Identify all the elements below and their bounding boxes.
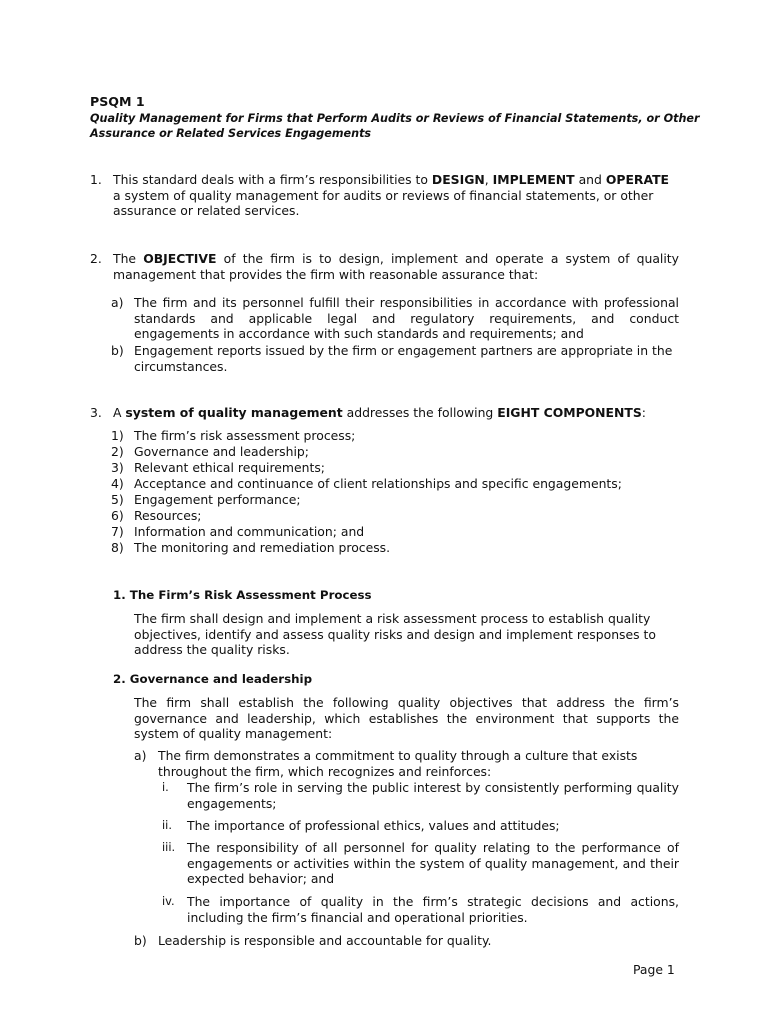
component-item: The firm’s risk assessment process; (134, 428, 356, 443)
paragraph-1 (113, 172, 679, 219)
paragraph-3-text-b: addresses the following (342, 405, 498, 420)
page-number: Page 1 (633, 962, 675, 977)
paragraph-3-number: 3. (90, 405, 102, 420)
paragraph-2-text-a: The (113, 251, 144, 266)
paragraph-2-number: 2. (90, 251, 102, 266)
paragraph-1-text-a: This standard deals with a firm’s responsibilities to (113, 172, 432, 187)
component-label: 1) (111, 428, 124, 443)
list-item: The firm and its personnel fulfill their responsibilities in accordance with professional standards and applicable legal and regulatory requirements, and conduct engagements in accordance with such standards and requirements; and (134, 295, 679, 342)
list-item: The firm demonstrates a commitment to quality through a culture that exists throughout the firm, which recognizes and reinforces: (158, 748, 638, 779)
component-label: 3) (111, 460, 124, 475)
roman-label: iii. (162, 840, 176, 854)
keyword-system-of-quality-management: system of quality management (125, 405, 343, 420)
paragraph-3-text-a: A (113, 405, 126, 420)
keyword-eight-components: EIGHT COMPONENTS (497, 405, 642, 420)
roman-item: The responsibility of all personnel for quality relating to the performance of engagements or activities within the system of quality management, and their expected behavior; and (187, 840, 679, 887)
document-title-line-1: Quality Management for Firms that Perform Audits or Reviews of Financial Statements, or Other (90, 112, 700, 125)
list-item-label: b) (111, 343, 124, 358)
roman-item: The firm’s role in serving the public interest by consistently performing quality engagements; (187, 780, 679, 811)
roman-item: The importance of quality in the firm’s strategic decisions and actions, including the firm’s financial and operational priorities. (187, 894, 679, 925)
component-item: The monitoring and remediation process. (134, 540, 391, 555)
list-item-label: a) (134, 748, 147, 763)
paragraph-2 (113, 251, 679, 282)
component-label: 7) (111, 524, 124, 539)
component-item: Relevant ethical requirements; (134, 460, 325, 475)
list-item-label: b) (134, 933, 147, 948)
section-2-heading: 2. Governance and leadership (113, 672, 313, 686)
keyword-operate: OPERATE (605, 172, 669, 187)
roman-label: i. (162, 780, 169, 794)
paragraph-3-text-c: : (641, 405, 646, 420)
paragraph-1-sep-2: and (574, 172, 606, 187)
paragraph-3 (113, 405, 679, 421)
paragraph-1-number: 1. (90, 172, 102, 187)
section-1-heading: 1. The Firm’s Risk Assessment Process (113, 588, 372, 602)
component-item: Governance and leadership; (134, 444, 309, 459)
component-item: Information and communication; and (134, 524, 365, 539)
paragraph-2-text-b: of the firm is to design, implement and operate a system of quality management that provides the firm with reasonable assurance that: (113, 251, 679, 282)
paragraph-1-text-b: a system of quality management for audits or reviews of financial statements, or other assurance or related services. (113, 187, 654, 219)
roman-label: iv. (162, 894, 175, 908)
paragraph-1-sep-1: , (484, 172, 493, 187)
roman-label: ii. (162, 818, 172, 832)
component-label: 6) (111, 508, 124, 523)
component-item: Acceptance and continuance of client relationships and specific engagements; (134, 476, 622, 491)
component-label: 5) (111, 492, 124, 507)
component-item: Resources; (134, 508, 202, 523)
component-item: Engagement performance; (134, 492, 301, 507)
section-1-text: The firm shall design and implement a risk assessment process to establish quality objectives, identify and assess quality risks and design and implement responses to address the quality risks. (134, 611, 656, 658)
list-item: Engagement reports issued by the firm or engagement partners are appropriate in the circumstances. (134, 343, 673, 374)
keyword-design: DESIGN (431, 172, 485, 187)
document-code: PSQM 1 (90, 94, 145, 109)
component-label: 2) (111, 444, 124, 459)
keyword-objective: OBJECTIVE (143, 251, 217, 266)
keyword-implement: IMPLEMENT (492, 172, 575, 187)
list-item: Leadership is responsible and accountable for quality. (158, 933, 492, 948)
list-item-label: a) (111, 295, 124, 310)
roman-item: The importance of professional ethics, values and attitudes; (187, 818, 560, 833)
component-label: 8) (111, 540, 124, 555)
component-label: 4) (111, 476, 124, 491)
document-title-line-2: Assurance or Related Services Engagements (90, 127, 372, 140)
section-2-text: The firm shall establish the following quality objectives that address the firm’s governance and leadership, which establishes the environment that supports the system of quality management: (134, 695, 679, 742)
